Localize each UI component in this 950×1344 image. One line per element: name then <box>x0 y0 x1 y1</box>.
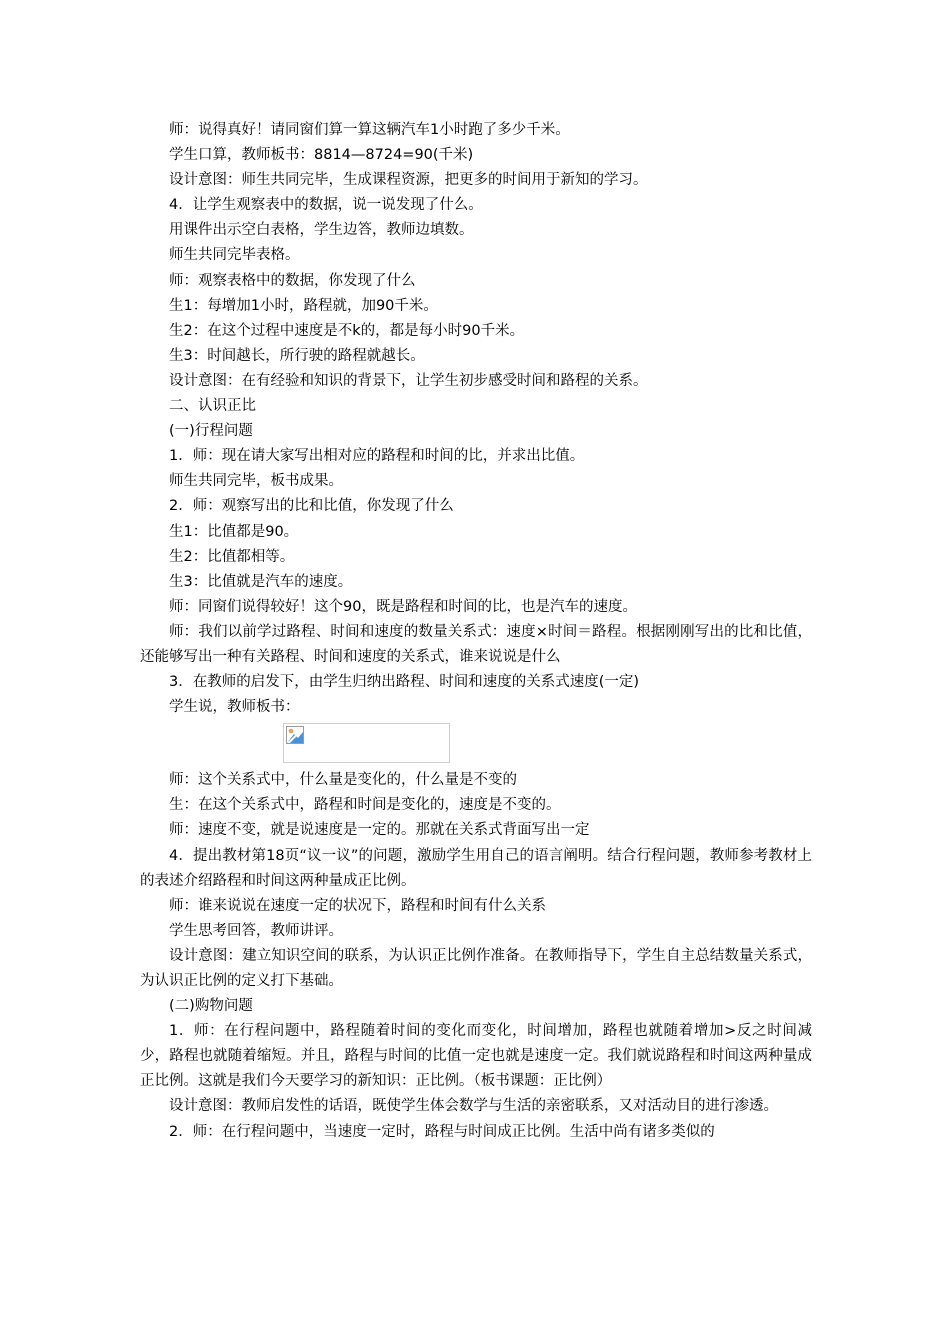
paragraph: 师生共同完毕，板书成果。 <box>169 473 343 490</box>
paragraph: 师：观察表格中的数据，你发现了什么 <box>169 272 416 289</box>
paragraph: 2．师：在行程问题中，当速度一定时，路程与时间成正比例。生活中尚有诸多类似的 <box>169 1123 715 1140</box>
paragraph: 设计意图：师生共同完毕，生成课程资源，把更多的时间用于新知的学习。 <box>169 172 648 189</box>
paragraph: (二)购物问题 <box>169 998 253 1015</box>
paragraph: 2．师：观察写出的比和比值，你发现了什么 <box>169 498 454 515</box>
paragraph: 1．师：现在请大家写出相对应的路程和时间的比，并求出比值。 <box>169 448 585 465</box>
paragraph: 师：我们以前学过路程、时间和速度的数量关系式：速度×时间＝路程。根据刚刚写出的比和比值，还能够写出一种有关路程、时间和速度的关系式，谁来说说是什么 <box>140 623 812 665</box>
paragraph: 设计意图：在有经验和知识的背景下，让学生初步感受时间和路程的关系。 <box>169 372 648 389</box>
paragraph: 4．让学生观察表中的数据，说一说发现了什么。 <box>169 197 483 214</box>
paragraph: 设计意图：教师启发性的话语，既使学生体会数学与生活的亲密联系，又对活动目的进行渗透。 <box>169 1098 778 1115</box>
paragraph: 学生思考回答，教师讲评。 <box>169 922 343 939</box>
paragraph: 师生共同完毕表格。 <box>169 247 300 264</box>
paragraph: 学生说，教师板书： <box>169 699 300 716</box>
paragraph: 二、认识正比 <box>169 398 256 415</box>
paragraph: 师：速度不变，就是说速度是一定的。那就在关系式背面写出一定 <box>169 822 590 839</box>
text-section-bottom <box>140 768 812 1144</box>
paragraph: 生3：时间越长，所行驶的路程就越长。 <box>169 347 425 364</box>
paragraph: 4．提出教材第18页“议一议”的问题，激励学生用自己的语言阐明。结合行程问题，教师参考教材上的表述介绍路程和时间这两种量成正比例。 <box>140 847 812 889</box>
broken-image-icon <box>286 726 304 744</box>
broken-image-placeholder <box>283 723 450 763</box>
paragraph: 设计意图：建立知识空间的联系，为认识正比例作准备。在教师指导下，学生自主总结数量关系式，为认识正比例的定义打下基础。 <box>140 947 812 989</box>
paragraph: 3．在教师的启发下，由学生归纳出路程、时间和速度的关系式速度(一定) <box>169 674 640 691</box>
paragraph: 生2：比值都相等。 <box>169 548 295 565</box>
paragraph: 生3：比值就是汽车的速度。 <box>169 573 353 590</box>
paragraph: 生：在这个关系式中，路程和时间是变化的，速度是不变的。 <box>169 797 561 814</box>
paragraph: 用课件出示空白表格，学生边答，教师边填数。 <box>169 222 474 239</box>
document-page <box>140 118 812 1145</box>
paragraph: 生1：比值都是90。 <box>169 523 299 540</box>
paragraph: 师：说得真好！请同窗们算一算这辆汽车1小时跑了多少千米。 <box>169 122 570 138</box>
paragraph: 1．师：在行程问题中，路程随着时间的变化而变化，时间增加，路程也就随着增加>反之时间减少，路程也就随着缩短。并且，路程与时间的比值一定也就是速度一定。我们就说路程和时间这两种量成正比例。这就是我们今天要学习的新知识：正比例。（板书课题：正比例） <box>140 1023 812 1090</box>
paragraph: 生2：在这个过程中速度是不k的，都是每小时90千米。 <box>169 322 525 339</box>
paragraph: 师：这个关系式中，什么量是变化的，什么量是不变的 <box>169 772 517 789</box>
paragraph: 师：谁来说说在速度一定的状况下，路程和时间有什么关系 <box>169 897 546 914</box>
text-section-top <box>140 118 812 720</box>
paragraph: (一)行程问题 <box>169 423 253 440</box>
paragraph: 生1：每增加1小时，路程就，加90千米。 <box>169 297 438 314</box>
paragraph: 师：同窗们说得较好！这个90，既是路程和时间的比，也是汽车的速度。 <box>169 598 637 615</box>
paragraph: 学生口算，教师板书：8814—8724=90(千米) <box>169 147 474 164</box>
